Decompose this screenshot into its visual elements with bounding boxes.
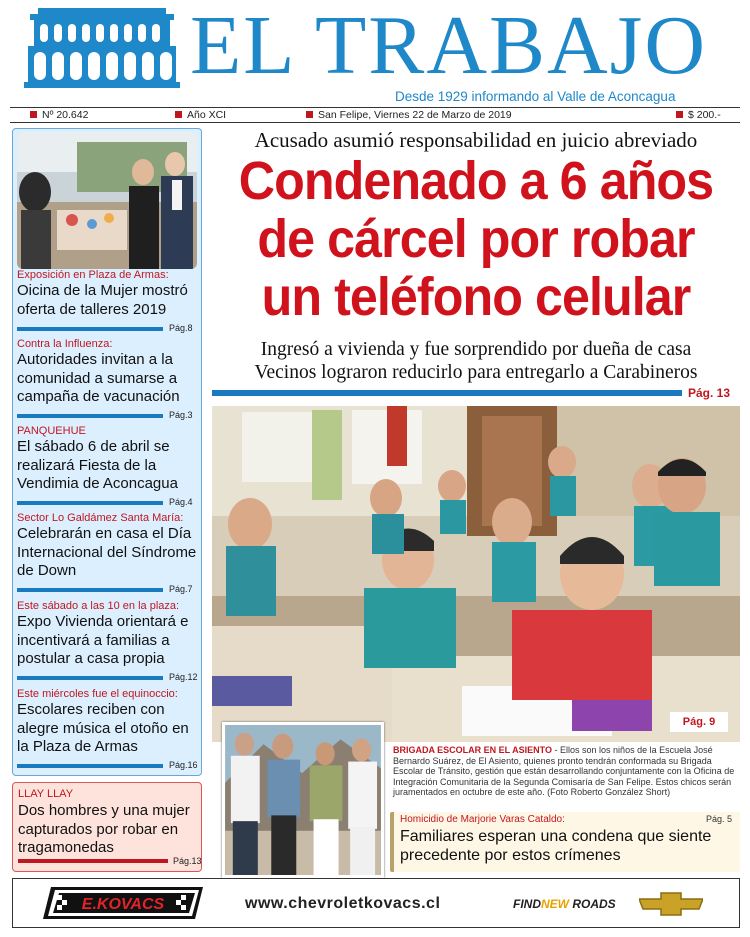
story-headline: Oicina de la Mujer mostró oferta de talleres 2019 [17,282,188,318]
ad-slogan: FINDNEW ROADS [513,897,616,911]
sidebar-story-1[interactable] [17,269,199,337]
caption-text: - Ellos son los niños de la Escuela José Bernardo Suárez, de El Asiento, quienes pronto tendrán conformada su Brigada Escolar de Tránsito, gestión que están desarrollando conjuntamente con la Oficina de Integración Comunitaria de la Segunda Comisaría de San Felipe. Estos chicos serán juramentados en octubre de este año. (Foto Roberto González Short) [393,745,735,797]
story-kicker: LLAY LLAY [18,788,74,800]
story-headline: Autoridades invitan a la comunidad a sumarse a campaña de vacunación [17,351,180,405]
classroom-photo [212,406,740,742]
story-rule [17,414,163,418]
exhibition-photo [17,132,197,269]
main-deck-2: Vecinos lograron reducirlo para entregarlo a Carabineros [254,362,698,383]
story-rule [17,327,163,331]
story-kicker: Homicidio de Marjorie Varas Cataldo: [400,814,565,825]
chevrolet-bowtie-icon [639,891,703,917]
story-kicker: Contra la Influenza: [17,338,113,350]
main-headline[interactable]: Condenado a 6 años de cárcel por robar un teléfono celular [238,151,714,327]
place-date: San Felipe, Viernes 22 de Marzo de 2019 [306,109,512,121]
story-page: Pág.12 [169,672,198,683]
story-headline: El sábado 6 de abril se realizará Fiesta de la Vendimia de Aconcagua [17,438,178,492]
main-rule [212,390,682,396]
story-kicker: Este sábado a las 10 en la plaza: [17,600,180,612]
ad-url[interactable]: www.chevroletkovacs.cl [245,895,441,912]
sidebar-story-5[interactable] [17,600,199,687]
newspaper-title: EL TRABAJO [190,0,708,92]
homicide-story[interactable] [390,812,740,872]
llay-llay-story[interactable] [12,782,202,872]
story-page: Pág.13 [173,856,202,866]
story-kicker: Sector Lo Galdámez Santa María: [17,512,184,524]
photo-caption [393,745,738,798]
ad-brand: E.KOVACS [81,896,165,913]
building-logo-icon [24,6,180,88]
story-headline: Expo Vivienda orientará e incentivará a familias a postular a casa propia [17,613,189,667]
sidebar-story-2[interactable] [17,338,199,425]
main-deck-1: Ingresó a vivienda y fue sorprendido por dueña de casa [260,339,692,360]
story-headline: Familiares esperan una condena que siente precedente por estos crímenes [400,828,712,864]
price: $ 200.- [676,109,721,121]
story-kicker: Exposición en Plaza de Armas: [17,269,169,281]
photo-page-ref: Pág. 9 [670,712,728,732]
sidebar-story-4[interactable] [17,512,199,599]
story-page: Pág.16 [169,760,198,771]
advertisement-banner[interactable] [12,878,740,928]
masthead [0,0,750,108]
story-page: Pág. 5 [705,814,732,824]
sidebar-story-3[interactable] [17,425,199,512]
story-rule [17,764,163,768]
story-kicker: Este miércoles fue el equinoccio: [17,688,178,700]
story-page: Pág.3 [169,410,193,421]
story-rule [18,859,168,863]
story-page: Pág.4 [169,497,193,508]
story-rule [17,676,163,680]
group-photo [222,722,384,878]
issue-number: Nº 20.642 [30,109,88,121]
year-label: Año XCI [175,109,226,121]
story-kicker: PANQUEHUE [17,425,86,437]
story-page: Pág.7 [169,584,193,595]
caption-kicker: BRIGADA ESCOLAR EN EL ASIENTO [393,745,553,755]
tagline: Desde 1929 informando al Valle de Aconcagua [395,89,676,104]
story-headline: Celebrarán en casa el Día Internacional del Síndrome de Down [17,525,197,579]
story-rule [17,501,163,505]
story-rule [17,588,163,592]
story-headline: Dos hombres y una mujer capturados por robar en tragamonedas [18,802,190,856]
story-headline: Escolares reciben con alegre música el otoño en la Plaza de Armas [17,701,189,755]
story-page: Pág.8 [169,322,193,333]
main-kicker: Acusado asumió responsabilidad en juicio abreviado [254,128,698,152]
sidebar-story-6[interactable] [17,688,199,775]
info-bar [10,107,740,123]
main-page-ref: Pág. 13 [688,386,731,400]
kovacs-logo-icon [43,885,203,921]
